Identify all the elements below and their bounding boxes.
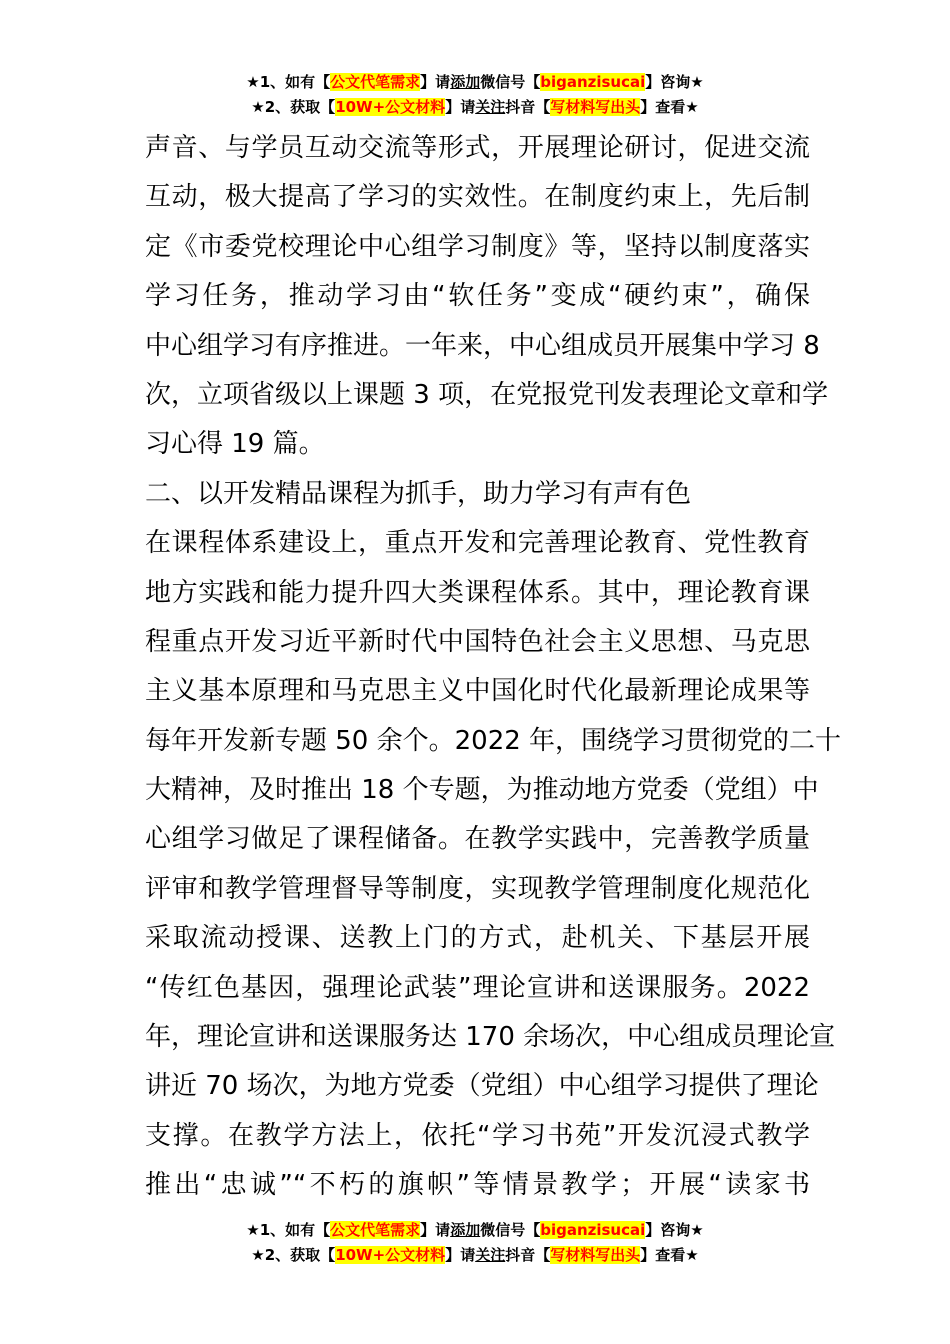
- body-line: 在课程体系建设上，重点开发和完善理论教育、党性教育: [145, 528, 810, 559]
- banner-text: 】查看★: [640, 1246, 699, 1264]
- body-line: 大精神，及时推出 18 个专题，为推动地方党委（党组）中: [145, 775, 819, 806]
- banner-text: 微信号【: [480, 73, 541, 91]
- body-line: 评审和教学管理督导等制度，实现教学管理制度化规范化: [145, 873, 810, 904]
- banner-text: ★1、如有【: [246, 73, 331, 91]
- banner-highlight-materials: 10W+公文材料: [335, 98, 446, 116]
- banner-highlight-wechat-id: biganzisucai: [540, 1221, 646, 1239]
- banner-underline-add: 添加: [450, 1221, 481, 1239]
- body-line: 讲近 70 场次，为地方党委（党组）中心组学习提供了理论: [145, 1071, 819, 1102]
- banner-highlight-wechat-id: biganzisucai: [540, 73, 646, 91]
- banner-underline-add: 添加: [450, 73, 481, 91]
- banner-text: 】请: [420, 1221, 451, 1239]
- banner-text: 抖音【: [505, 98, 551, 116]
- banner-text: ★2、获取【: [251, 98, 336, 116]
- banner-text: ★1、如有【: [246, 1221, 331, 1239]
- body-line: 声音、与学员互动交流等形式，开展理论研讨，促进交流: [145, 133, 810, 163]
- body-line: 习心得 19 篇。: [145, 429, 325, 460]
- banner-highlight-douyin: 写材料写出头: [550, 1246, 641, 1264]
- banner-text: 抖音【: [505, 1246, 551, 1264]
- banner-highlight-service: 公文代笔需求: [330, 1221, 421, 1239]
- body-line: 程重点开发习近平新时代中国特色社会主义思想、马克思: [145, 626, 810, 657]
- header-banner: [0, 72, 950, 122]
- body-line: 心组学习做足了课程储备。在教学实践中，完善教学质量: [145, 824, 810, 855]
- banner-highlight-materials: 10W+公文材料: [335, 1246, 446, 1264]
- body-line: 采取流动授课、送教上门的方式，赴机关、下基层开展: [145, 923, 810, 954]
- body-line: “传红色基因，强理论武装”理论宣讲和送课服务。2022: [145, 972, 810, 1003]
- banner-text: 】咨询★: [645, 1221, 704, 1239]
- banner-highlight-douyin: 写材料写出头: [550, 98, 641, 116]
- banner-line-2: [0, 1245, 950, 1270]
- body-line: 推出“忠诚”“不朽的旗帜”等情景教学；开展“读家书: [145, 1170, 810, 1201]
- body-line: 主义基本原理和马克思主义中国化时代化最新理论成果等: [145, 676, 810, 707]
- banner-text: 】请: [445, 1246, 476, 1264]
- body-line: 互动，极大提高了学习的实效性。在制度约束上，先后制: [145, 182, 810, 213]
- banner-text: 】咨询★: [645, 73, 704, 91]
- body-line: 定《市委党校理论中心组学习制度》等，坚持以制度落实: [145, 231, 810, 262]
- banner-highlight-service: 公文代笔需求: [330, 73, 421, 91]
- body-line: 学习任务，推动学习由“软任务”变成“硬约束”，确保: [145, 281, 810, 312]
- banner-text: 微信号【: [480, 1221, 541, 1239]
- body-line: 年，理论宣讲和送课服务达 170 余场次，中心组成员理论宣: [145, 1022, 836, 1053]
- body-line: 地方实践和能力提升四大类课程体系。其中，理论教育课: [145, 577, 810, 608]
- banner-text: 】请: [420, 73, 451, 91]
- banner-text: 】查看★: [640, 98, 699, 116]
- banner-underline-follow: 关注: [475, 1246, 506, 1264]
- banner-line-1: [0, 1220, 950, 1245]
- body-line: 中心组学习有序推进。一年来，中心组成员开展集中学习 8: [145, 330, 820, 361]
- document-body: [145, 124, 842, 1211]
- banner-text: ★2、获取【: [251, 1246, 336, 1264]
- banner-line-1: [0, 72, 950, 97]
- body-line: 每年开发新专题 50 余个。2022 年，围绕学习贯彻党的二十: [145, 725, 842, 756]
- banner-underline-follow: 关注: [475, 98, 506, 116]
- body-line: 次，立项省级以上课题 3 项，在党报党刊发表理论文章和学: [145, 379, 829, 410]
- banner-line-2: [0, 97, 950, 122]
- body-line: 支撑。在教学方法上，依托“学习书苑”开发沉浸式教学: [145, 1120, 810, 1151]
- footer-banner: [0, 1220, 950, 1270]
- section-heading: 二、以开发精品课程为抓手，助力学习有声有色: [145, 478, 692, 509]
- banner-text: 】请: [445, 98, 476, 116]
